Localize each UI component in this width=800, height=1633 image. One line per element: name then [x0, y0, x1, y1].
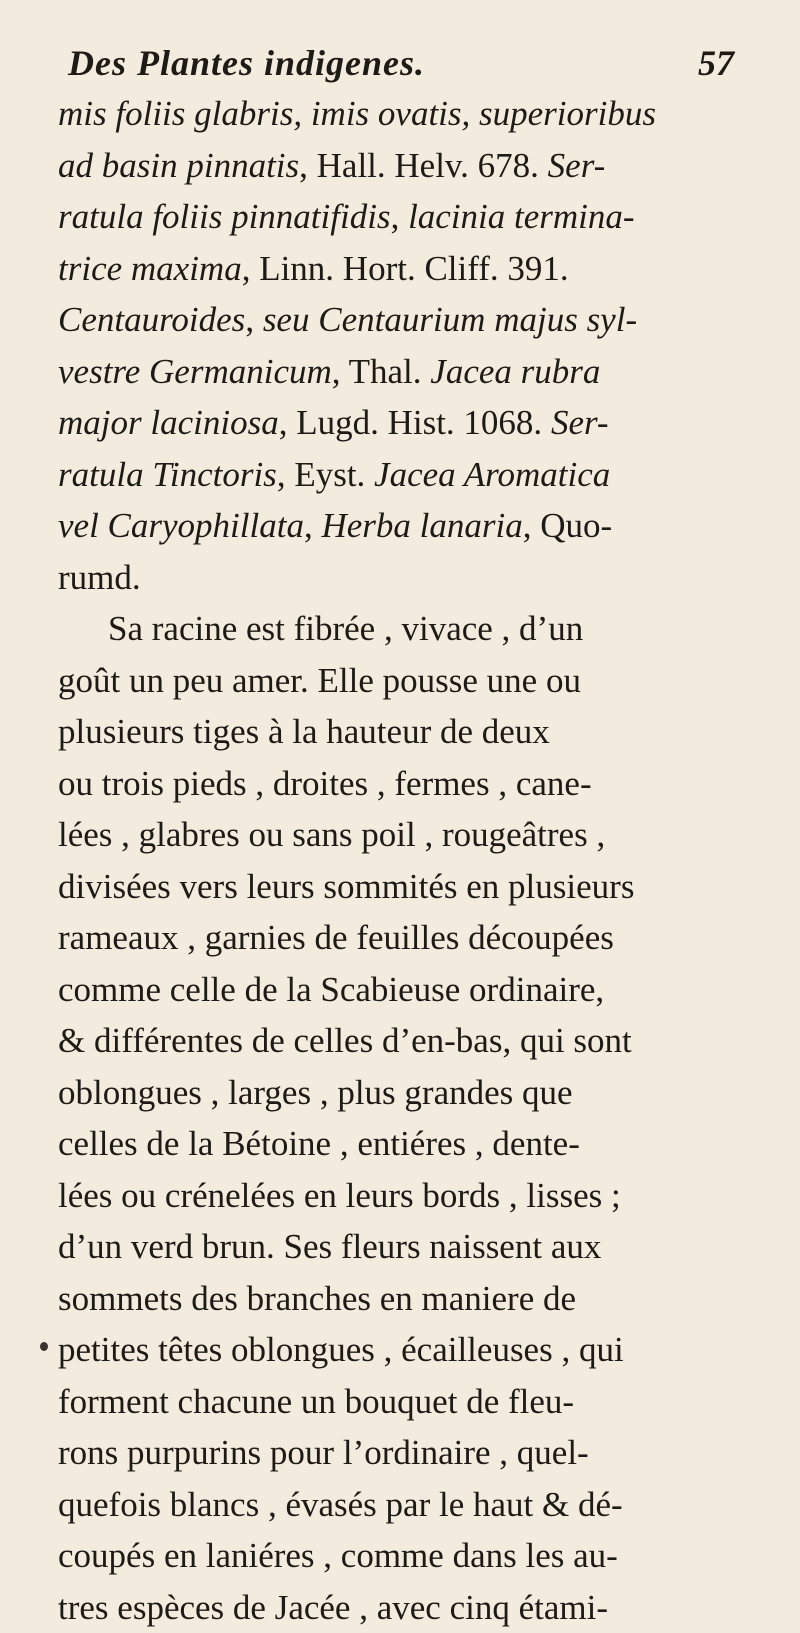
text-line	[58, 1427, 778, 1479]
text-run: rameaux , garnies de feuilles découpées	[58, 918, 614, 957]
running-header	[68, 42, 734, 88]
text-line	[58, 809, 778, 861]
text-line	[58, 1118, 778, 1170]
text-line	[58, 1273, 778, 1325]
text-line	[58, 140, 778, 192]
text-line	[58, 1324, 778, 1376]
text-run: ,	[245, 300, 263, 339]
text-line	[58, 1221, 778, 1273]
text-line	[58, 191, 778, 243]
text-run: comme celle de la Scabieuse ordinaire,	[58, 970, 604, 1009]
text-run: tres espèces de Jacée , avec cinq étami-	[58, 1588, 608, 1627]
text-run: Ser-	[548, 146, 606, 185]
text-run: rumd.	[58, 558, 141, 597]
text-run: Centauroides	[58, 300, 245, 339]
text-run: major laciniosa	[58, 403, 279, 442]
text-run: , Quo-	[523, 506, 612, 545]
text-run: ad basin pinnatis	[58, 146, 299, 185]
text-line	[58, 1015, 778, 1067]
text-run: , Hall. Helv. 678.	[299, 146, 548, 185]
text-line	[58, 758, 778, 810]
text-run: coupés en laniéres , comme dans les au-	[58, 1536, 618, 1575]
text-run: celles de la Bétoine , entiéres , dente-	[58, 1124, 580, 1163]
text-run: vestre Germanicum	[58, 352, 332, 391]
text-run: lées , glabres ou sans poil , rougeâtres ,	[58, 815, 605, 854]
text-line	[58, 1479, 778, 1531]
text-run: ratula Tinctoris	[58, 455, 277, 494]
text-run: divisées vers leurs sommités en plusieurs	[58, 867, 634, 906]
text-line	[58, 449, 778, 501]
text-run: lacinia termina-	[408, 197, 635, 236]
text-line	[58, 397, 778, 449]
text-run: vel Caryophillata	[58, 506, 304, 545]
text-line	[58, 706, 778, 758]
text-run: , Lugd. Hist. 1068.	[279, 403, 551, 442]
text-line	[58, 603, 778, 655]
text-line	[58, 1376, 778, 1428]
text-line	[58, 552, 778, 604]
text-run: seu Centaurium majus syl-	[263, 300, 637, 339]
text-line	[58, 1170, 778, 1222]
text-run: trice maxima	[58, 249, 242, 288]
text-run: Herba lanaria	[321, 506, 522, 545]
body-text	[58, 88, 778, 1633]
text-run: & différentes de celles d’en-bas, qui sont	[58, 1021, 632, 1060]
text-run: , Eyst.	[277, 455, 374, 494]
text-run: d’un verd brun. Ses fleurs naissent aux	[58, 1227, 601, 1266]
text-line	[58, 294, 778, 346]
text-run: mis foliis glabris, imis ovatis, superioribus	[58, 94, 656, 133]
text-run: ratula foliis pinnatifidis	[58, 197, 391, 236]
text-run: ou trois pieds , droites , fermes , cane-	[58, 764, 592, 803]
text-run: plusieurs tiges à la hauteur de deux	[58, 712, 550, 751]
text-run: rons purpurins pour l’ordinaire , quel-	[58, 1433, 589, 1472]
text-run: petites têtes oblongues , écailleuses , qui	[58, 1330, 624, 1369]
text-line	[58, 500, 778, 552]
text-run: , Thal.	[332, 352, 431, 391]
text-run: Jacea Aromatica	[374, 455, 610, 494]
text-run: ,	[304, 506, 322, 545]
running-title: Des Plantes indigenes.	[68, 42, 425, 84]
text-run: oblongues , larges , plus grandes que	[58, 1073, 573, 1112]
text-run: Ser-	[551, 403, 609, 442]
page-number: 57	[698, 42, 734, 84]
text-line	[58, 1067, 778, 1119]
text-line	[58, 1530, 778, 1582]
text-line	[58, 912, 778, 964]
text-run: forment chacune un bouquet de fleu-	[58, 1382, 574, 1421]
text-run: Sa racine est fibrée , vivace , d’un	[108, 609, 583, 648]
text-run: quefois blancs , évasés par le haut & dé-	[58, 1485, 623, 1524]
text-line	[58, 243, 778, 295]
text-run: sommets des branches en maniere de	[58, 1279, 576, 1318]
text-line	[58, 88, 778, 140]
text-line	[58, 346, 778, 398]
text-run: ,	[391, 197, 409, 236]
text-line	[58, 861, 778, 913]
text-run: , Linn. Hort. Cliff. 391.	[242, 249, 569, 288]
text-line	[58, 655, 778, 707]
text-line	[58, 1582, 778, 1633]
ink-spot	[40, 1342, 48, 1351]
text-run: goût un peu amer. Elle pousse une ou	[58, 661, 581, 700]
text-run: lées ou crénelées en leurs bords , lisses ;	[58, 1176, 621, 1215]
text-run: Jacea rubra	[430, 352, 600, 391]
text-line	[58, 964, 778, 1016]
